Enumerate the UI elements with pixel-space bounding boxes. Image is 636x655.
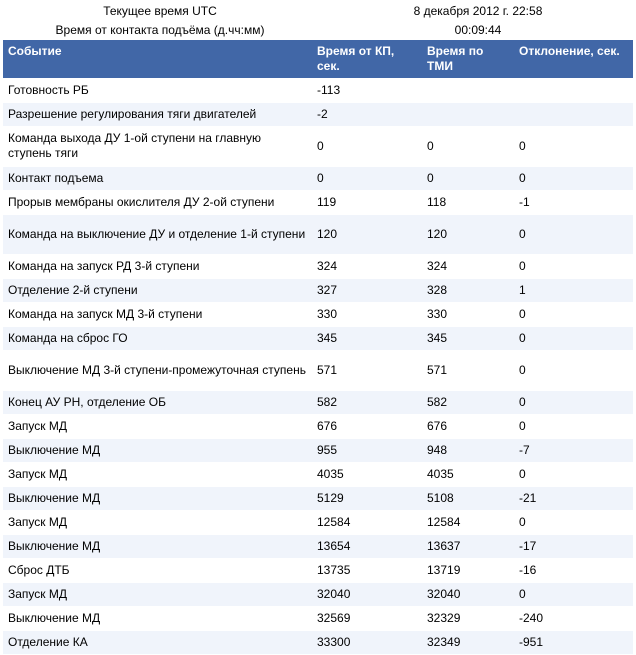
event-cell: Выключение МД <box>3 486 312 510</box>
kp-time-cell: 5129 <box>312 486 422 510</box>
table-row <box>3 190 633 214</box>
tmi-time-cell: 0 <box>422 166 514 190</box>
tmi-time-cell: 5108 <box>422 486 514 510</box>
event-cell: Команда на сброс ГО <box>3 326 312 350</box>
tmi-time-cell: 13719 <box>422 558 514 582</box>
event-cell: Выключение МД 3-й ступени-промежуточная ступень <box>3 350 312 390</box>
column-header-tmi-time: Время по ТМИ <box>422 40 514 78</box>
table-row <box>3 302 633 326</box>
tmi-time-cell: 32329 <box>422 606 514 630</box>
kp-time-cell: 0 <box>312 126 422 166</box>
tmi-time-cell: 13637 <box>422 534 514 558</box>
table-row <box>3 326 633 350</box>
event-cell: Конец АУ РН, отделение ОБ <box>3 390 312 414</box>
table-row <box>3 606 633 630</box>
deviation-cell: 0 <box>514 126 633 166</box>
deviation-cell: -1 <box>514 190 633 214</box>
deviation-cell: 0 <box>514 462 633 486</box>
deviation-cell: -7 <box>514 438 633 462</box>
deviation-cell: -240 <box>514 606 633 630</box>
utc-time-value: 8 декабря 2012 г. 22:58 <box>413 4 543 18</box>
kp-time-cell: 120 <box>312 214 422 254</box>
event-cell: Разрешение регулирования тяги двигателей <box>3 102 312 126</box>
table-row <box>3 582 633 606</box>
kp-time-cell: 4035 <box>312 462 422 486</box>
table-row <box>3 350 633 390</box>
kp-time-cell: 571 <box>312 350 422 390</box>
event-cell: Команда на выключение ДУ и отделение 1-й ступени <box>3 214 312 254</box>
kp-time-cell: 324 <box>312 254 422 278</box>
event-cell: Команда на запуск МД 3-й ступени <box>3 302 312 326</box>
table-header-row <box>3 40 633 78</box>
event-cell: Запуск МД <box>3 510 312 534</box>
deviation-cell: 0 <box>514 582 633 606</box>
kp-time-cell: 32040 <box>312 582 422 606</box>
tmi-time-cell: 324 <box>422 254 514 278</box>
column-header-kp-time: Время от КП, сек. <box>312 40 422 78</box>
deviation-cell: 0 <box>514 214 633 254</box>
table-row <box>3 558 633 582</box>
table-row <box>3 486 633 510</box>
kp-time-cell: 32569 <box>312 606 422 630</box>
table-row <box>3 126 633 166</box>
tmi-time-cell <box>422 102 514 126</box>
event-cell: Выключение МД <box>3 534 312 558</box>
table-row <box>3 534 633 558</box>
deviation-cell: 0 <box>514 510 633 534</box>
column-header-event: Событие <box>3 40 312 78</box>
tmi-time-cell: 4035 <box>422 462 514 486</box>
deviation-cell: 0 <box>514 166 633 190</box>
table-row <box>3 254 633 278</box>
tmi-time-cell: 118 <box>422 190 514 214</box>
kp-time-cell: 330 <box>312 302 422 326</box>
tmi-time-cell: 676 <box>422 414 514 438</box>
deviation-cell: 0 <box>514 326 633 350</box>
tmi-time-cell: 12584 <box>422 510 514 534</box>
time-info-panel <box>0 0 636 42</box>
events-table <box>3 40 633 655</box>
event-cell: Команда на запуск РД 3-й ступени <box>3 254 312 278</box>
tmi-time-cell <box>422 78 514 102</box>
deviation-cell: 0 <box>514 254 633 278</box>
kp-time-cell: 345 <box>312 326 422 350</box>
kp-time-cell: 13735 <box>312 558 422 582</box>
event-cell: Запуск МД <box>3 582 312 606</box>
event-cell: Отделение КА <box>3 630 312 654</box>
event-cell: Прорыв мембраны окислителя ДУ 2-ой ступени <box>3 190 312 214</box>
event-cell: Команда выхода ДУ 1-ой ступени на главную ступень тяги <box>3 126 312 166</box>
deviation-cell: -17 <box>514 534 633 558</box>
kp-time-cell: 13654 <box>312 534 422 558</box>
kp-time-cell: 327 <box>312 278 422 302</box>
deviation-cell: -21 <box>514 486 633 510</box>
table-row <box>3 102 633 126</box>
table-row <box>3 166 633 190</box>
deviation-cell: 0 <box>514 390 633 414</box>
deviation-cell <box>514 78 633 102</box>
deviation-cell: 1 <box>514 278 633 302</box>
table-row <box>3 438 633 462</box>
tmi-time-cell: 582 <box>422 390 514 414</box>
kp-time-cell: -113 <box>312 78 422 102</box>
kp-time-cell: 33300 <box>312 630 422 654</box>
utc-time-label: Текущее время UTC <box>103 4 217 18</box>
kp-time-cell: 12584 <box>312 510 422 534</box>
table-row <box>3 390 633 414</box>
table-row <box>3 278 633 302</box>
tmi-time-cell: 328 <box>422 278 514 302</box>
tmi-time-cell: 120 <box>422 214 514 254</box>
event-cell: Готовность РБ <box>3 78 312 102</box>
table-row <box>3 510 633 534</box>
kp-time-cell: -2 <box>312 102 422 126</box>
event-cell: Запуск МД <box>3 414 312 438</box>
event-cell: Выключение МД <box>3 438 312 462</box>
tmi-time-cell: 571 <box>422 350 514 390</box>
liftoff-time-label: Время от контакта подъёма (д.чч:мм) <box>55 23 265 37</box>
liftoff-time-value: 00:09:44 <box>454 23 502 37</box>
tmi-time-cell: 0 <box>422 126 514 166</box>
event-cell: Сброс ДТБ <box>3 558 312 582</box>
deviation-cell: 0 <box>514 302 633 326</box>
tmi-time-cell: 32349 <box>422 630 514 654</box>
table-row <box>3 78 633 102</box>
deviation-cell: -951 <box>514 630 633 654</box>
deviation-cell: 0 <box>514 414 633 438</box>
column-header-deviation: Отклонение, сек. <box>514 40 633 78</box>
deviation-cell: 0 <box>514 350 633 390</box>
table-row <box>3 462 633 486</box>
kp-time-cell: 676 <box>312 414 422 438</box>
table-row <box>3 414 633 438</box>
kp-time-cell: 955 <box>312 438 422 462</box>
event-cell: Контакт подъема <box>3 166 312 190</box>
table-row <box>3 214 633 254</box>
tmi-time-cell: 948 <box>422 438 514 462</box>
event-cell: Запуск МД <box>3 462 312 486</box>
table-row <box>3 630 633 654</box>
tmi-time-cell: 330 <box>422 302 514 326</box>
deviation-cell: -16 <box>514 558 633 582</box>
kp-time-cell: 0 <box>312 166 422 190</box>
kp-time-cell: 582 <box>312 390 422 414</box>
tmi-time-cell: 32040 <box>422 582 514 606</box>
liftoff-time-row <box>0 20 636 40</box>
event-cell: Выключение МД <box>3 606 312 630</box>
event-cell: Отделение 2-й ступени <box>3 278 312 302</box>
deviation-cell <box>514 102 633 126</box>
tmi-time-cell: 345 <box>422 326 514 350</box>
kp-time-cell: 119 <box>312 190 422 214</box>
utc-time-row <box>0 1 636 21</box>
